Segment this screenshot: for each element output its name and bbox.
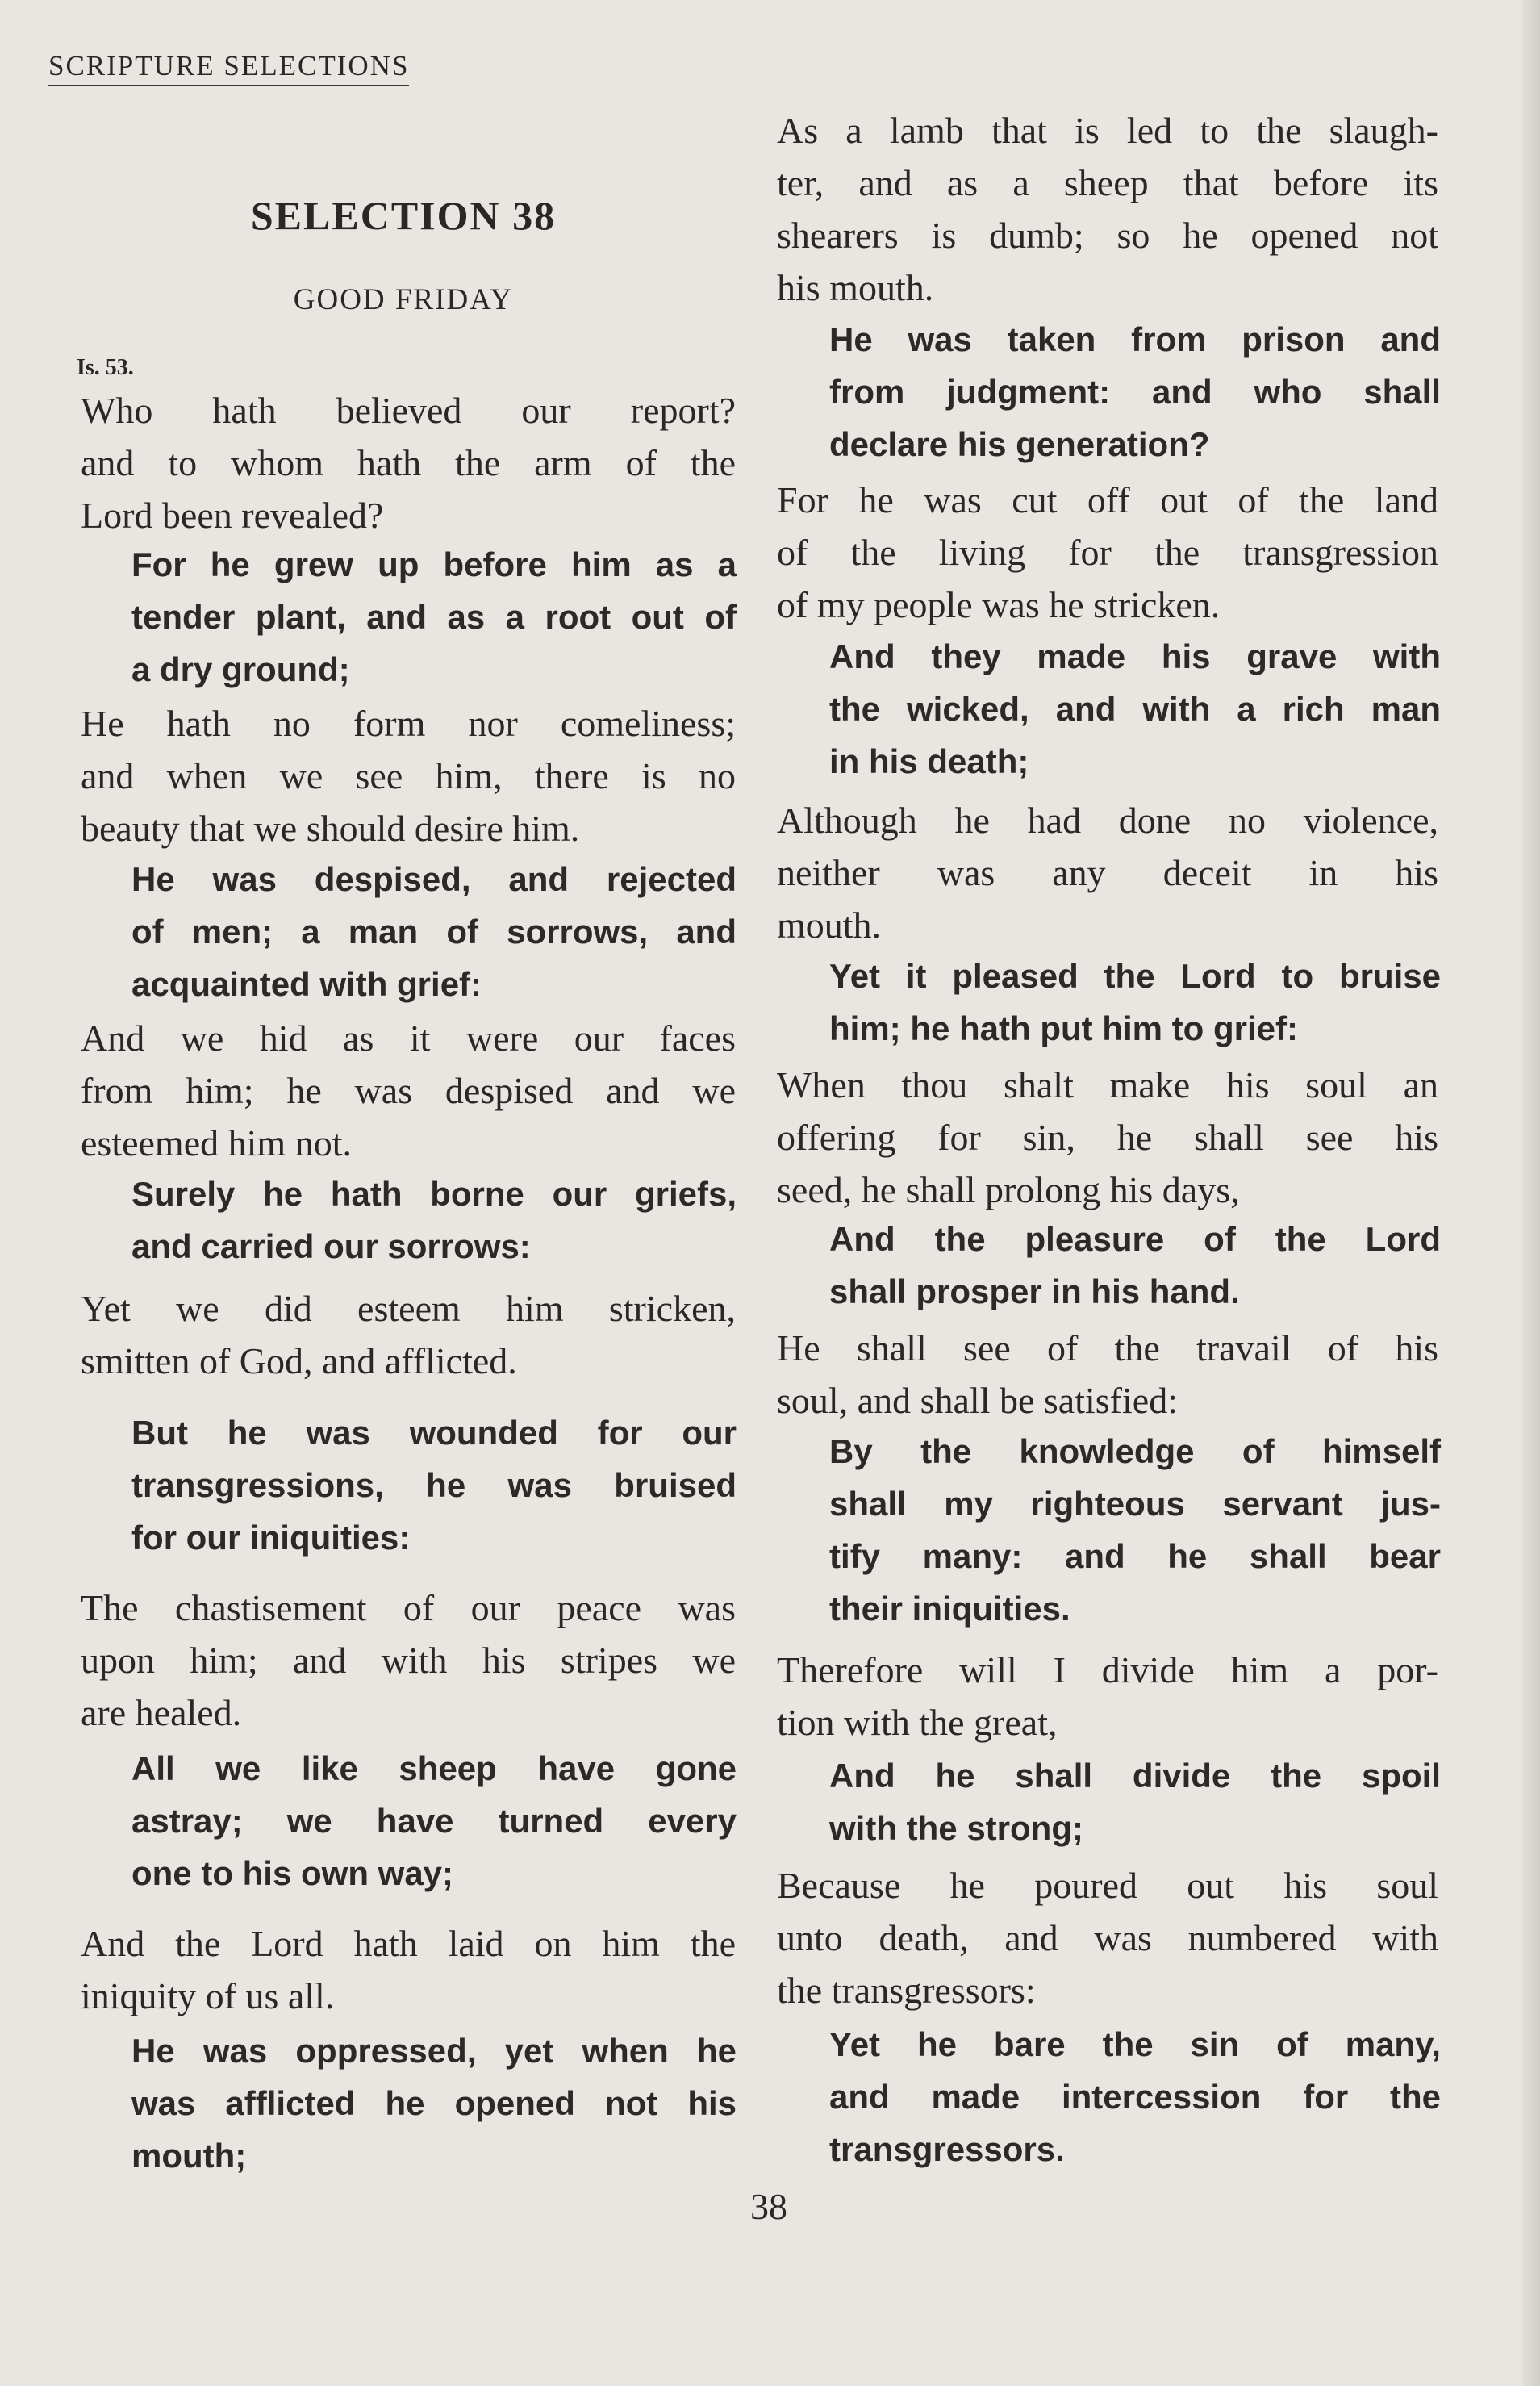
response-line: All we like sheep have gone — [131, 1749, 737, 1787]
response-line: tender plant, and as a root out of — [131, 598, 737, 636]
verse-line: Therefore will I divide him a por- — [777, 1649, 1438, 1690]
verse-line: seed, he shall prolong his days, — [777, 1169, 1240, 1210]
response-line: in his death; — [829, 742, 1029, 780]
response-line: And he shall divide the spoil — [829, 1757, 1441, 1795]
response-line: shall my righteous servant jus- — [829, 1485, 1441, 1523]
verse-line: unto death, and was numbered with — [777, 1917, 1438, 1958]
response-line: declare his generation? — [829, 425, 1210, 463]
verse-line: his mouth. — [777, 267, 934, 308]
response-line: But he was wounded for our — [131, 1414, 737, 1452]
response-line: tify many: and he shall bear — [829, 1537, 1441, 1575]
verse-line: smitten of God, and afflicted. — [81, 1340, 517, 1381]
verse-line: esteemed him not. — [81, 1122, 352, 1164]
response-line: Yet it pleased the Lord to bruise — [829, 957, 1441, 995]
response-line: Yet he bare the sin of many, — [829, 2025, 1441, 2063]
verse-line: tion with the great, — [777, 1702, 1058, 1743]
verse-line: And the Lord hath laid on him the — [81, 1923, 736, 1964]
verse-line: upon him; and with his stripes we — [81, 1640, 736, 1681]
verse-line: of the living for the transgression — [777, 532, 1438, 573]
response-line: one to his own way; — [131, 1854, 454, 1892]
response-line: acquainted with grief: — [131, 965, 482, 1003]
verse-line: offering for sin, he shall see his — [777, 1117, 1438, 1158]
response-line: He was oppressed, yet when he — [131, 2032, 737, 2070]
verse-line: When thou shalt make his soul an — [777, 1064, 1438, 1105]
response-line: with the strong; — [829, 1809, 1083, 1847]
verse-line: from him; he was despised and we — [81, 1070, 736, 1111]
verse-line: He hath no form nor comeliness; — [81, 703, 736, 744]
verse-line: Who hath believed our report? — [81, 390, 736, 431]
verse-line: beauty that we should desire him. — [81, 808, 580, 849]
verse-line: He shall see of the travail of his — [777, 1327, 1438, 1369]
scripture-reference: Is. 53. — [77, 355, 134, 380]
response-line: And they made his grave with — [829, 637, 1441, 675]
response-line: him; he hath put him to grief: — [829, 1009, 1298, 1047]
response-line: He was taken from prison and — [829, 320, 1441, 358]
verse-line: shearers is dumb; so he opened not — [777, 215, 1438, 256]
response-line: of men; a man of sorrows, and — [131, 913, 737, 951]
verse-line: mouth. — [777, 905, 882, 946]
response-line: He was despised, and rejected — [131, 860, 737, 898]
page-number: 38 — [750, 2186, 787, 2227]
response-line: transgressors. — [829, 2130, 1065, 2168]
response-line: from judgment: and who shall — [829, 373, 1441, 411]
response-line: For he grew up before him as a — [131, 545, 737, 583]
verse-line: soul, and shall be satisfied: — [777, 1380, 1178, 1421]
verse-line: Yet we did esteem him stricken, — [81, 1288, 736, 1329]
verse-line: neither was any deceit in his — [777, 852, 1438, 893]
response-line: mouth; — [131, 2137, 247, 2175]
response-line: transgressions, he was bruised — [131, 1466, 737, 1504]
selection-title: SELECTION 38 — [250, 193, 557, 238]
verse-line: and when we see him, there is no — [81, 755, 736, 796]
response-line: and carried our sorrows: — [131, 1227, 531, 1265]
verse-line: of my people was he stricken. — [777, 584, 1221, 625]
response-line: astray; we have turned every — [131, 1802, 737, 1840]
page-edge — [1522, 0, 1540, 2386]
response-line: shall prosper in his hand. — [829, 1272, 1240, 1310]
response-line: And the pleasure of the Lord — [829, 1220, 1441, 1258]
response-line: the wicked, and with a rich man — [829, 690, 1441, 728]
verse-line: The chastisement of our peace was — [81, 1587, 736, 1628]
selection-subtitle: GOOD FRIDAY — [293, 283, 514, 316]
verse-line: And we hid as it were our faces — [81, 1017, 736, 1059]
verse-line: As a lamb that is led to the slaugh- — [777, 110, 1438, 151]
response-line: and made intercession for the — [829, 2078, 1441, 2116]
response-line: a dry ground; — [131, 650, 350, 688]
verse-line: Because he poured out his soul — [777, 1865, 1438, 1906]
verse-line: the transgressors: — [777, 1970, 1036, 2011]
verse-line: ter, and as a sheep that before its — [777, 162, 1438, 203]
running-head: SCRIPTURE SELECTIONS — [48, 50, 409, 86]
verse-line: are healed. — [81, 1692, 242, 1733]
response-line: for our iniquities: — [131, 1519, 411, 1557]
verse-line: Although he had done no violence, — [777, 800, 1438, 841]
verse-line: iniquity of us all. — [81, 1975, 335, 2016]
verse-line: For he was cut off out of the land — [777, 479, 1438, 520]
response-line: By the knowledge of himself — [829, 1432, 1441, 1470]
response-line: was afflicted he opened not his — [131, 2084, 737, 2122]
response-line: Surely he hath borne our griefs, — [131, 1175, 737, 1213]
verse-line: and to whom hath the arm of the — [81, 442, 736, 483]
response-line: their iniquities. — [829, 1590, 1070, 1628]
verse-line: Lord been revealed? — [81, 495, 384, 536]
